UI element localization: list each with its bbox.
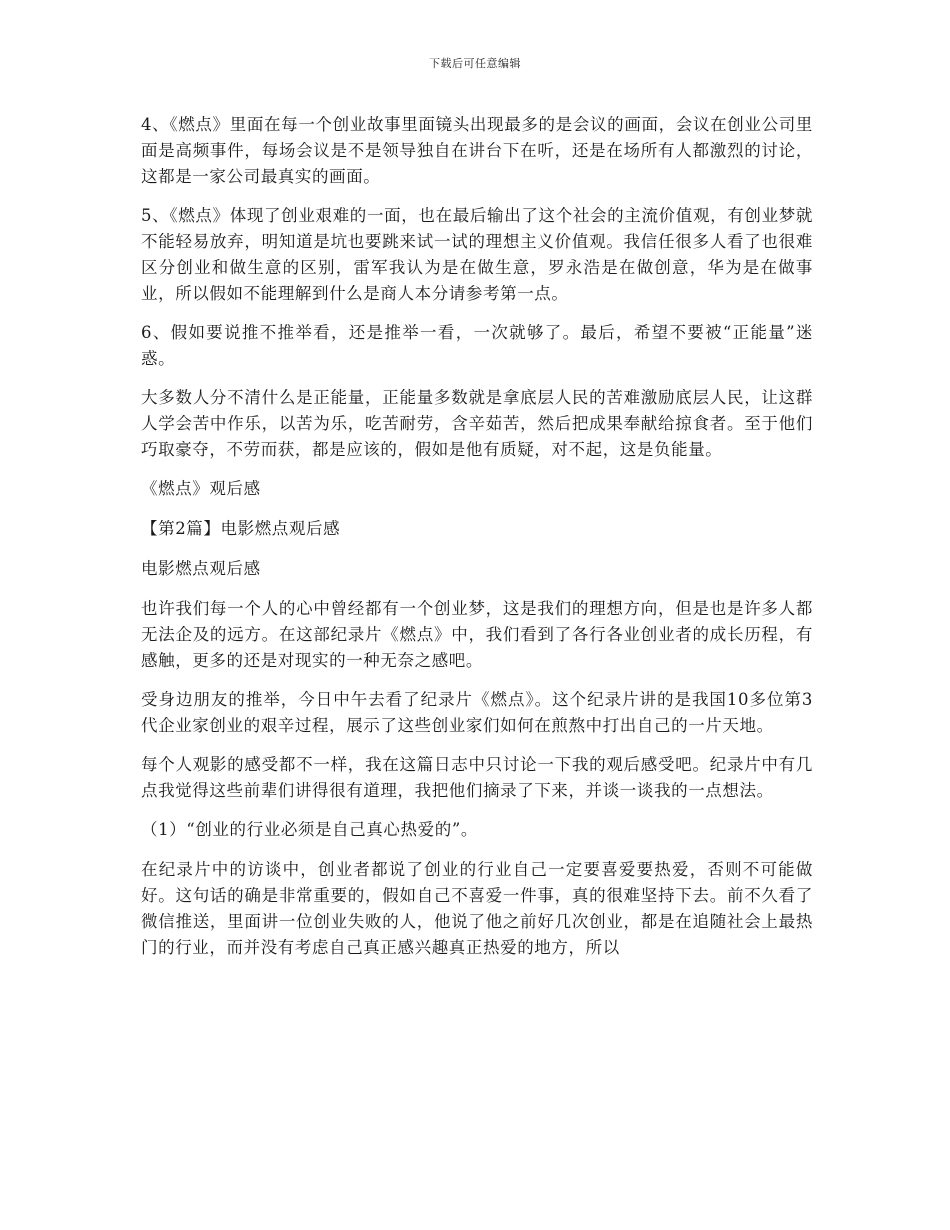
section-heading-part-2: 【第2篇】电影燃点观后感 — [141, 519, 341, 538]
paragraph-positive-energy: 大多数人分不清什么是正能量，正能量多数就是拿底层人民的苦难激励底层人民，让这群人学会苦中作乐，以苦为乐，吃苦耐劳，含辛茹苦，然后把成果奉献给掠食者。至于他们巧取豪夺，不劳而获，都是应该的，假如是他有质疑，对不起，这是负能量。 — [141, 388, 813, 459]
paragraph-5: 5、《燃点》体现了创业艰难的一面，也在最后输出了这个社会的主流价值观，有创业梦就不能轻易放弃，明知道是坑也要跳来试一试的理想主义价值观。我信任很多人看了也很难区分创业和做生意的区别，雷军我认为是在做生意，罗永浩是在做创意，华为是在做事业，所以假如不能理解到什么是商人本分请参考第一点。 — [141, 206, 813, 303]
paragraph-interview: 在纪录片中的访谈中，创业者都说了创业的行业自己一定要喜爱要热爱，否则不可能做好。这句话的确是非常重要的，假如自己不喜爱一件事，真的很难坚持下去。前不久看了微信推送，里面讲一位创业失败的人，他说了他之前好几次创业，都是在追随社会上最热门的行业，而并没有考虑自己真正感兴趣真正热爱的地方，所以 — [141, 860, 813, 957]
paragraph-feelings: 每个人观影的感受都不一样，我在这篇日志中只讨论一下我的观后感受吧。纪录片中有几点我觉得这些前辈们讲得很有道理，我把他们摘录了下来，并谈一谈我的一点想法。 — [141, 755, 813, 800]
paragraph-dream: 也许我们每一个人的心中曾经都有一个创业梦，这是我们的理想方向，但是也是许多人都无法企及的远方。在这部纪录片《燃点》中，我们看到了各行各业创业者的成长历程，有感触，更多的还是对现实的一种无奈之感吧。 — [141, 599, 813, 670]
paragraph-4: 4、《燃点》里面在每一个创业故事里面镜头出现最多的是会议的画面，会议在创业公司里面是高频事件，每场会议是不是领导独自在讲台下在听，还是在场所有人都激烈的讨论，这都是一家公司最真实的画面。 — [141, 115, 813, 186]
page-header: 下载后可任意编辑 — [429, 57, 521, 70]
paragraph-6: 6、假如要说推不推举看，还是推举一看，一次就够了。最后，希望不要被“正能量”迷惑。 — [141, 323, 813, 368]
document-body — [141, 112, 813, 974]
paragraph-recommendation: 受身边朋友的推举，今日中午去看了纪录片《燃点》。这个纪录片讲的是我国10多位第3代企业家创业的艰辛过程，展示了这些创业家们如何在煎熬中打出自己的一片天地。 — [141, 690, 813, 735]
section-subtitle: 电影燃点观后感 — [141, 559, 261, 578]
section-title-ranpoint: 《燃点》观后感 — [141, 479, 261, 498]
point-1-heading: （1）“创业的行业必须是自己真心热爱的”。 — [141, 820, 478, 839]
